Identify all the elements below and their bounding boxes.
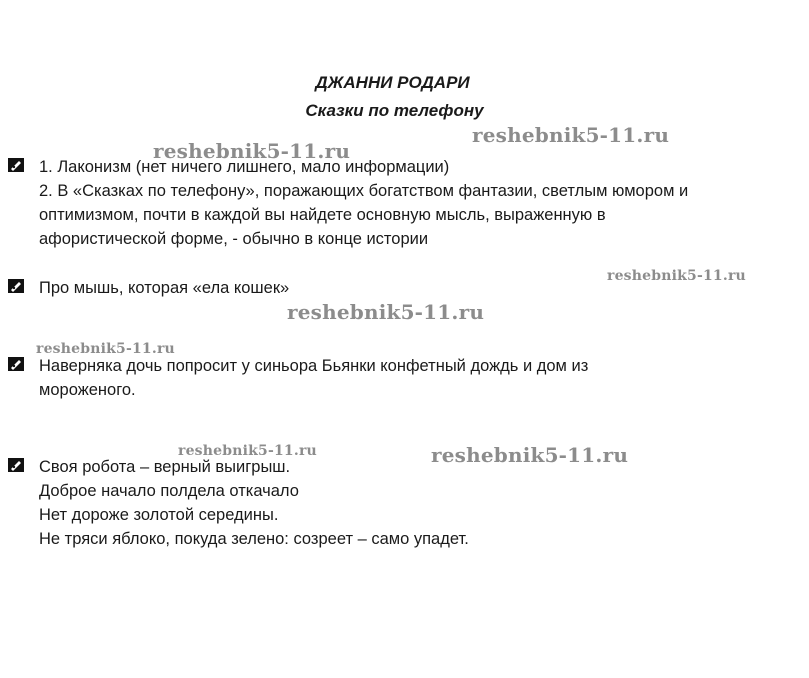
watermark: reshebnik5-11.ru bbox=[36, 341, 175, 357]
answer-line: Нет дороже золотой середины. bbox=[39, 506, 279, 524]
author-title: ДЖАННИ РОДАРИ bbox=[315, 73, 470, 92]
answer-line: Про мышь, которая «ела кошек» bbox=[39, 279, 290, 297]
pen-nib-icon bbox=[8, 458, 24, 472]
answer-block-4 bbox=[39, 455, 784, 551]
book-subtitle: Сказки по телефону bbox=[305, 101, 484, 120]
answer-line: 1. Лаконизм (нет ничего лишнего, мало информации) bbox=[39, 158, 450, 176]
watermark: reshebnik5-11.ru bbox=[431, 443, 629, 467]
watermark: reshebnik5-11.ru bbox=[472, 123, 670, 147]
watermark: reshebnik5-11.ru bbox=[178, 443, 317, 459]
answer-line: оптимизмом, почти в каждой вы найдете основную мысль, выраженную в bbox=[39, 206, 606, 224]
watermark: reshebnik5-11.ru bbox=[287, 300, 485, 324]
answer-line: Наверняка дочь попросит у синьора Бьянки конфетный дождь и дом из bbox=[39, 357, 589, 375]
answer-line: Не тряси яблоко, покуда зелено: созреет – само упадет. bbox=[39, 530, 469, 548]
pen-nib-icon bbox=[8, 357, 24, 371]
answer-line: 2. В «Сказках по телефону», поражающих богатством фантазии, светлым юмором и bbox=[39, 182, 689, 200]
answer-block-3 bbox=[39, 354, 784, 402]
answer-block-1 bbox=[39, 155, 784, 251]
answer-line: мороженого. bbox=[39, 381, 136, 399]
pen-nib-icon bbox=[8, 158, 24, 172]
watermark: reshebnik5-11.ru bbox=[153, 139, 351, 163]
answer-line: Доброе начало полдела откачало bbox=[39, 482, 299, 500]
answer-line: афористической форме, - обычно в конце истории bbox=[39, 230, 429, 248]
answer-line: Своя робота – верный выигрыш. bbox=[39, 458, 291, 476]
watermark: reshebnik5-11.ru bbox=[607, 268, 746, 284]
pen-nib-icon bbox=[8, 279, 24, 293]
